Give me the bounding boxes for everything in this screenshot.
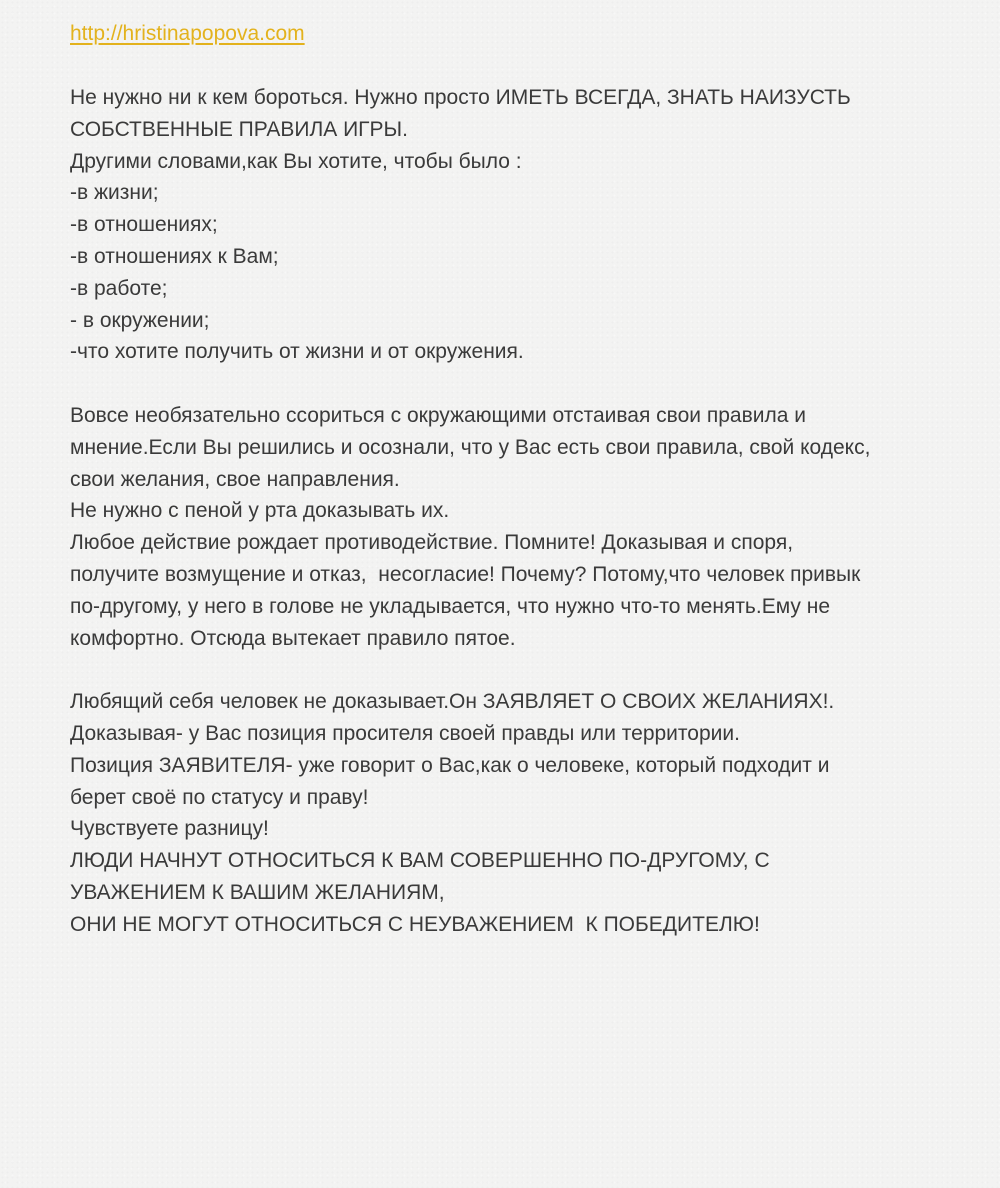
note-line: Вовсе необязательно ссориться с окружающими отстаивая свои правила и <box>70 403 806 427</box>
note-line: ЛЮДИ НАЧНУТ ОТНОСИТЬСЯ К ВАМ СОВЕРШЕННО ПО-ДРУГОМУ, С <box>70 849 770 873</box>
note-line: -что хотите получить от жизни и от окружения. <box>70 340 524 364</box>
note-line: берет своё по статусу и праву! <box>70 785 369 809</box>
note-line: ОНИ НЕ МОГУТ ОТНОСИТЬСЯ С НЕУВАЖЕНИЕМ К ПОБЕДИТЕЛЮ! <box>70 912 760 936</box>
note-line: Доказывая- у Вас позиция просителя своей правды или территории. <box>70 721 740 745</box>
note-line: -в отношениях; <box>70 213 218 237</box>
note-line: - в окружении; <box>70 308 210 332</box>
note-line: СОБСТВЕННЫЕ ПРАВИЛА ИГРЫ. <box>70 117 408 141</box>
note-line: Другими словами,как Вы хотите, чтобы было : <box>70 149 522 173</box>
website-link[interactable]: http://hristinapopova.com <box>70 22 305 45</box>
note-paragraph-3 <box>70 686 960 940</box>
note-line: Любое действие рождает противодействие. Помните! Доказывая и споря, <box>70 531 794 555</box>
note-line: Не нужно ни к кем бороться. Нужно просто ИМЕТЬ ВСЕГДА, ЗНАТЬ НАИЗУСТЬ <box>70 86 851 109</box>
note-line: свои желания, свое направления. <box>70 467 400 491</box>
note-line: мнение.Если Вы решились и осознали, что у Вас есть свои правила, свой кодекс, <box>70 435 871 459</box>
note-line: по-другому, у него в голове не укладывается, что нужно что-то менять.Ему не <box>70 594 830 618</box>
note-line: -в жизни; <box>70 181 159 205</box>
note-line: УВАЖЕНИЕМ К ВАШИМ ЖЕЛАНИЯМ, <box>70 880 445 904</box>
note-line: -в работе; <box>70 276 168 300</box>
note-line: комфортно. Отсюда вытекает правило пятое. <box>70 626 516 650</box>
paragraph-gap <box>70 368 960 400</box>
note-line: Не нужно с пеной у рта доказывать их. <box>70 499 450 523</box>
note-line: Любящий себя человек не доказывает.Он ЗАЯВЛЯЕТ О СВОИХ ЖЕЛАНИЯХ!. <box>70 690 835 714</box>
note-line: Чувствуете разницу! <box>70 817 269 841</box>
note-line: -в отношениях к Вам; <box>70 244 279 268</box>
paragraph-gap <box>70 654 960 686</box>
note-line: Позиция ЗАЯВИТЕЛЯ- уже говорит о Вас,как о человеке, который подходит и <box>70 753 830 777</box>
note-body[interactable] <box>70 82 960 941</box>
note-line: получите возмущение и отказ, несогласие! Почему? Потому,что человек привык <box>70 562 861 586</box>
note-paragraph-1 <box>70 82 960 368</box>
note-paragraph-2 <box>70 400 960 654</box>
